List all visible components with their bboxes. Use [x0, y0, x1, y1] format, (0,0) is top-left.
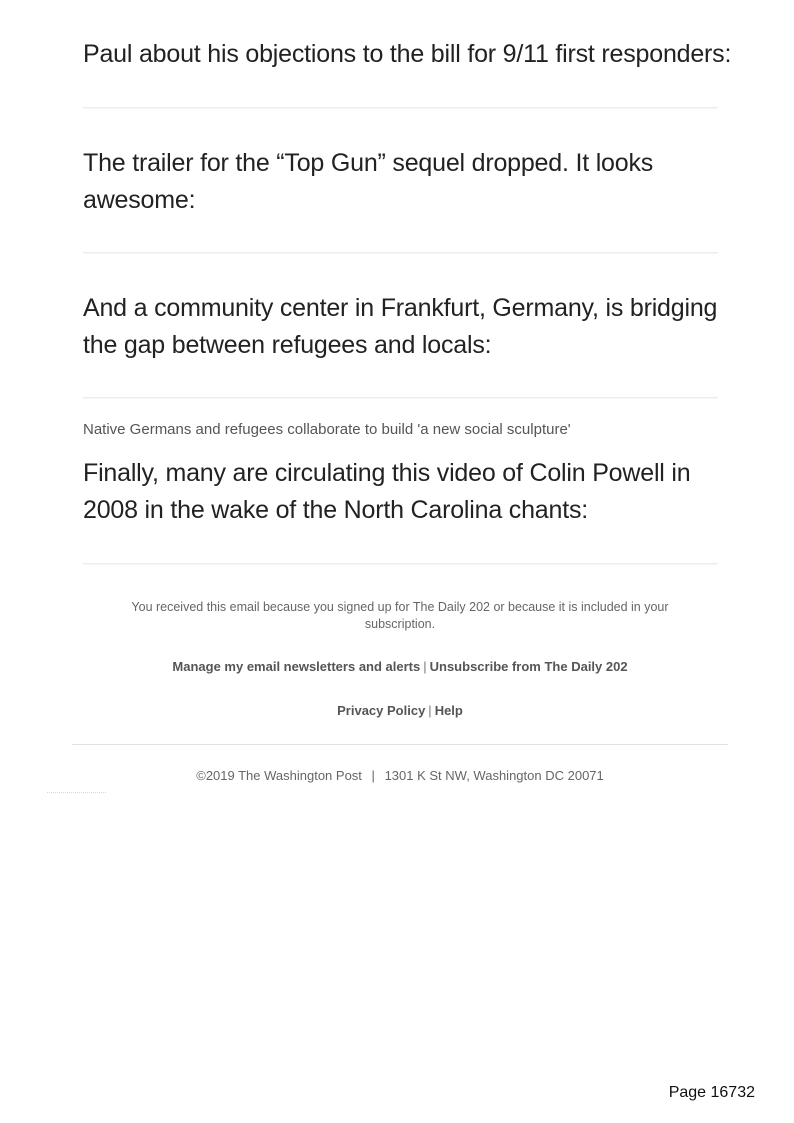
- subscription-notice: You received this email because you signed up for The Daily 202 or because it is included in your subscription.: [131, 600, 669, 631]
- policy-links: [72, 703, 728, 718]
- link-separator: |: [428, 703, 432, 718]
- email-footer: [72, 599, 728, 718]
- postal-address: 1301 K St NW, Washington DC 20071: [384, 768, 604, 783]
- divider: [83, 107, 718, 109]
- divider: [83, 397, 718, 399]
- link-separator: |: [423, 659, 427, 674]
- paragraph-frankfurt: And a community center in Frankfurt, Germany, is bridging the gap between refugees and locals:: [83, 294, 718, 359]
- tracking-pixel-row: [47, 792, 106, 793]
- video-caption[interactable]: Native Germans and refugees collaborate to build 'a new social sculpture': [83, 421, 571, 438]
- divider: [83, 252, 718, 254]
- address-separator: |: [371, 768, 375, 783]
- paragraph-rand-paul: Paul about his objections to the bill for 9/11 first responders:: [83, 40, 732, 68]
- copyright-text: ©2019 The Washington Post: [196, 768, 362, 783]
- paragraph-colin-powell: Finally, many are circulating this video of Colin Powell in 2008 in the wake of the North Carolina chants:: [83, 459, 691, 524]
- footer-divider: [72, 744, 728, 745]
- newsletter-links: [72, 659, 728, 674]
- unsubscribe-link[interactable]: Unsubscribe from The Daily 202: [429, 659, 628, 674]
- copyright-line: [72, 768, 728, 783]
- manage-newsletters-link[interactable]: Manage my email newsletters and alerts: [172, 659, 421, 674]
- paragraph-top-gun: The trailer for the “Top Gun” sequel dropped. It looks awesome:: [83, 149, 654, 214]
- divider: [83, 563, 718, 565]
- page-number: Page 16732: [668, 1084, 755, 1101]
- privacy-policy-link[interactable]: Privacy Policy: [337, 703, 426, 718]
- help-link[interactable]: Help: [434, 703, 463, 718]
